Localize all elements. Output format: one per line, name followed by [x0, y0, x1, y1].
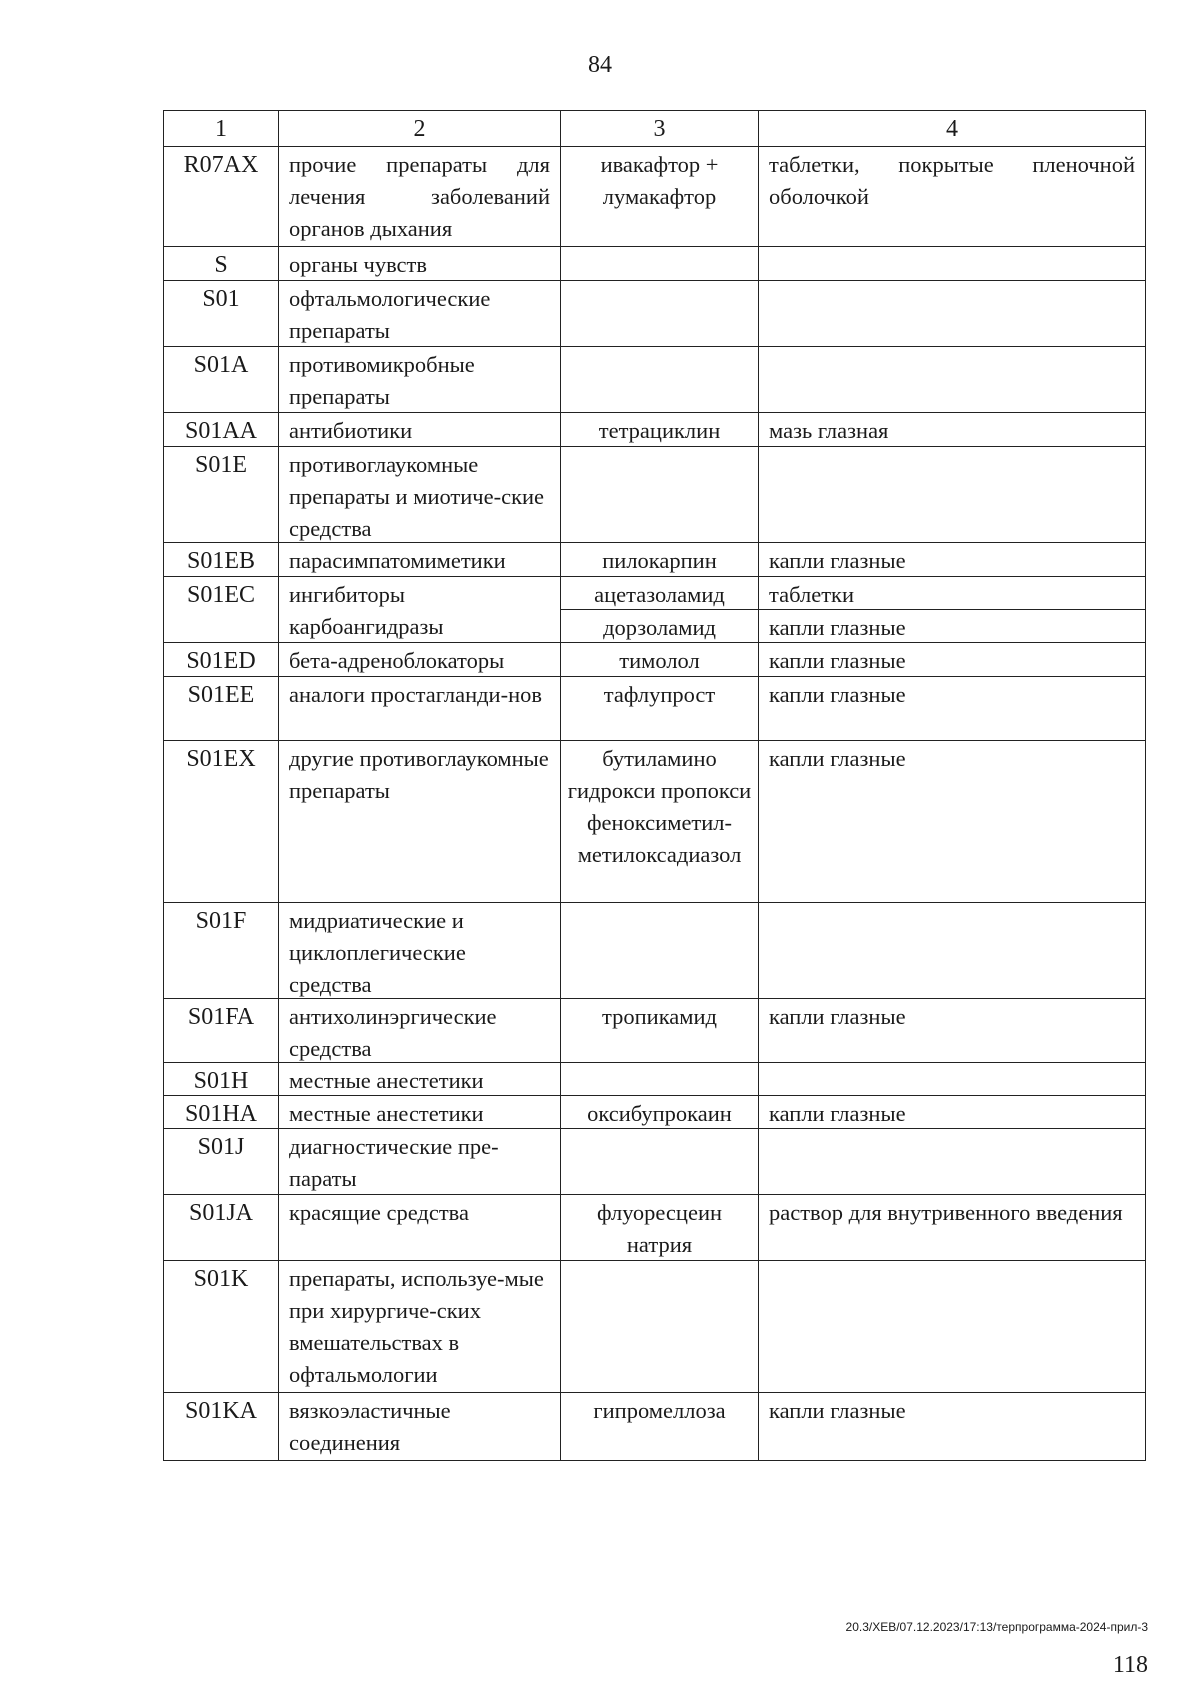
atc-code-cell: S01EC	[164, 577, 279, 643]
dosage-form-cell: капли глазные	[759, 1096, 1146, 1129]
atc-code-cell: S01EB	[164, 543, 279, 577]
column-header: 1	[164, 111, 279, 147]
group-name-cell: диагностические пре-параты	[279, 1129, 561, 1195]
dosage-form-cell	[759, 1261, 1146, 1393]
atc-code-cell: R07AX	[164, 147, 279, 247]
dosage-form-cell: капли глазные	[759, 643, 1146, 677]
dosage-form-cell: капли глазные	[759, 543, 1146, 577]
group-name-cell: антихолинэргические средства	[279, 999, 561, 1063]
page-number-top: 84	[588, 52, 612, 78]
atc-code-cell: S01ED	[164, 643, 279, 677]
drug-name-cell: тетрациклин	[561, 413, 759, 447]
dosage-form-cell: капли глазные	[759, 1393, 1146, 1461]
group-name-cell: вязкоэластичные соединения	[279, 1393, 561, 1461]
drug-name-cell	[561, 447, 759, 543]
drug-name-cell: ацетазоламид	[561, 577, 759, 610]
atc-code-cell: S01KA	[164, 1393, 279, 1461]
group-name-cell: офтальмологические препараты	[279, 281, 561, 347]
group-name-cell: местные анестетики	[279, 1063, 561, 1096]
atc-code-cell: S01	[164, 281, 279, 347]
drug-name-cell: оксибупрокаин	[561, 1096, 759, 1129]
drug-name-cell	[561, 247, 759, 281]
group-name-cell: другие противоглаукомные препараты	[279, 741, 561, 903]
dosage-form-cell: раствор для внутривенного введения	[759, 1195, 1146, 1261]
group-name-cell: противоглаукомные препараты и миотиче-ские средства	[279, 447, 561, 543]
group-name-cell: бета-адреноблокаторы	[279, 643, 561, 677]
atc-code-cell: S01A	[164, 347, 279, 413]
drug-name-cell: бутиламино гидрокси пропокси феноксиметил-метилоксадиазол	[561, 741, 759, 903]
atc-code-cell: S01EX	[164, 741, 279, 903]
dosage-form-cell: мазь глазная	[759, 413, 1146, 447]
dosage-form-cell	[759, 903, 1146, 999]
column-header: 2	[279, 111, 561, 147]
group-name-cell: местные анестетики	[279, 1096, 561, 1129]
group-name-cell: препараты, используе-мые при хирургиче-ских вмешательствах в офтальмологии	[279, 1261, 561, 1393]
group-name-cell: красящие средства	[279, 1195, 561, 1261]
group-name-cell: прочие препараты для лечения заболеваний органов дыхания	[279, 147, 561, 247]
drug-name-cell	[561, 281, 759, 347]
drug-name-cell: тимолол	[561, 643, 759, 677]
dosage-form-cell: капли глазные	[759, 610, 1146, 643]
drug-name-cell	[561, 1129, 759, 1195]
atc-code-cell: S01JA	[164, 1195, 279, 1261]
atc-code-cell: S01AA	[164, 413, 279, 447]
drug-name-cell	[561, 1063, 759, 1096]
drug-classification-table	[163, 110, 1146, 1461]
group-name-cell: парасимпатомиметики	[279, 543, 561, 577]
group-name-cell: мидриатические и циклоплегические средства	[279, 903, 561, 999]
atc-code-cell: S01HA	[164, 1096, 279, 1129]
dosage-form-cell: капли глазные	[759, 999, 1146, 1063]
column-header: 3	[561, 111, 759, 147]
drug-name-cell: дорзоламид	[561, 610, 759, 643]
column-header: 4	[759, 111, 1146, 147]
group-name-cell: органы чувств	[279, 247, 561, 281]
atc-code-cell: S01J	[164, 1129, 279, 1195]
drug-name-cell	[561, 903, 759, 999]
atc-code-cell: S01F	[164, 903, 279, 999]
atc-code-cell: S01K	[164, 1261, 279, 1393]
drug-name-cell	[561, 347, 759, 413]
group-name-cell: ингибиторы карбоангидразы	[279, 577, 561, 643]
drug-name-cell	[561, 1261, 759, 1393]
atc-code-cell: S01EE	[164, 677, 279, 741]
drug-name-cell: тафлупрост	[561, 677, 759, 741]
drug-name-cell: флуоресцеин натрия	[561, 1195, 759, 1261]
drug-name-cell: гипромеллоза	[561, 1393, 759, 1461]
page-number-bottom: 118	[1112, 1652, 1148, 1678]
atc-code-cell: S01FA	[164, 999, 279, 1063]
dosage-form-cell: таблетки, покрытые пленочной оболочкой	[759, 147, 1146, 247]
group-name-cell: аналоги простагланди-нов	[279, 677, 561, 741]
dosage-form-cell	[759, 447, 1146, 543]
dosage-form-cell	[759, 247, 1146, 281]
atc-code-cell: S01E	[164, 447, 279, 543]
dosage-form-cell	[759, 1063, 1146, 1096]
dosage-form-cell	[759, 1129, 1146, 1195]
group-name-cell: противомикробные препараты	[279, 347, 561, 413]
dosage-form-cell	[759, 347, 1146, 413]
drug-name-cell: тропикамид	[561, 999, 759, 1063]
group-name-cell: антибиотики	[279, 413, 561, 447]
dosage-form-cell: капли глазные	[759, 741, 1146, 903]
drug-name-cell: ивакафтор + лумакафтор	[561, 147, 759, 247]
dosage-form-cell: таблетки	[759, 577, 1146, 610]
atc-code-cell: S	[164, 247, 279, 281]
atc-code-cell: S01H	[164, 1063, 279, 1096]
dosage-form-cell: капли глазные	[759, 677, 1146, 741]
document-reference: 20.3/ХЕВ/07.12.2023/17:13/терпрограмма-2024-прил-3	[845, 1620, 1148, 1634]
dosage-form-cell	[759, 281, 1146, 347]
drug-name-cell: пилокарпин	[561, 543, 759, 577]
